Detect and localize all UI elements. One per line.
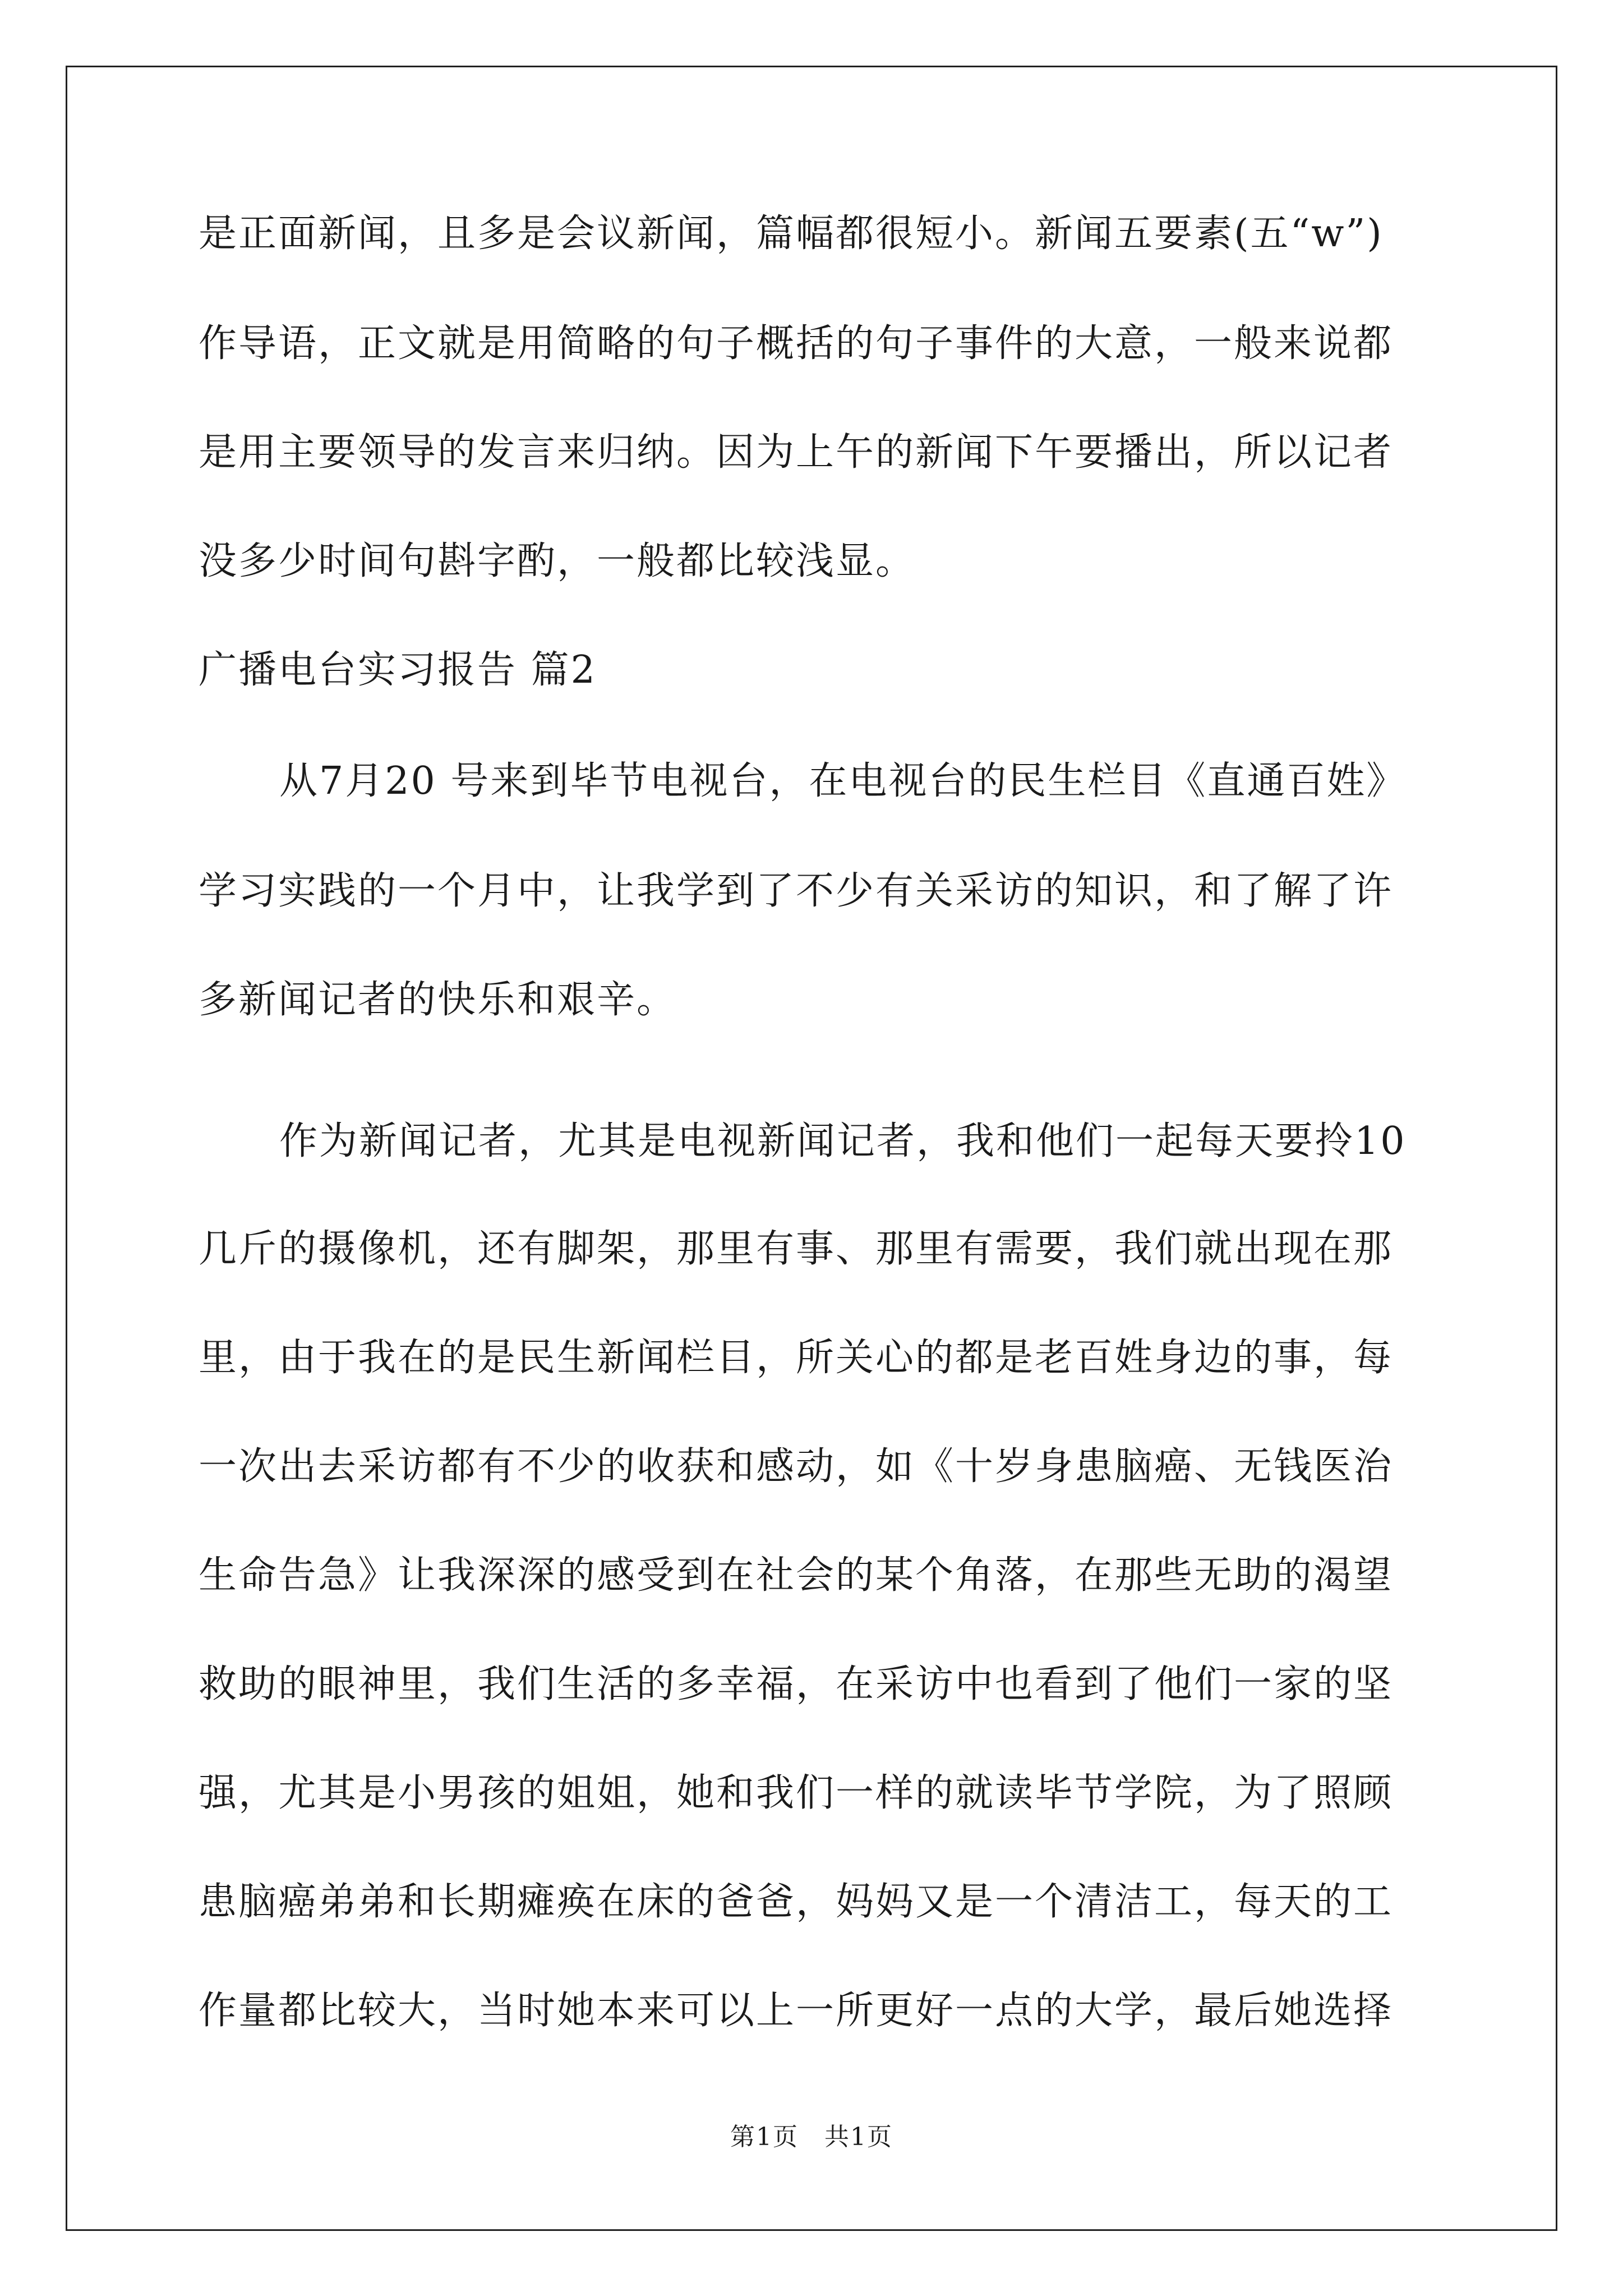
text-line: 是正面新闻，且多是会议新闻，篇幅都很短小。新闻五要素(五“w”) xyxy=(199,211,1384,256)
text-line: 从7月20 号来到毕节电视台，在电视台的民生栏目《直通百姓》 xyxy=(279,759,1407,803)
text-line: 里，由于我在的是民生新闻栏目，所关心的都是老百姓身边的事，每 xyxy=(199,1336,1394,1380)
text-line: 作导语，正文就是用简略的句子概括的句子事件的大意，一般来说都 xyxy=(199,321,1394,366)
text-line: 强，尤其是小男孩的姐姐，她和我们一样的就读毕节学院，为了照顾 xyxy=(199,1771,1394,1815)
text-line: 多新闻记者的快乐和艰辛。 xyxy=(199,978,677,1022)
text-line: 作量都比较大，当时她本来可以上一所更好一点的大学，最后她选择 xyxy=(199,1989,1394,2033)
text-line: 学习实践的一个月中，让我学到了不少有关采访的知识，和了解了许 xyxy=(199,869,1394,913)
text-line: 作为新闻记者，尤其是电视新闻记者，我和他们一起每天要拎10 xyxy=(279,1119,1407,1163)
text-line: 生命告急》让我深深的感受到在社会的某个角落，在那些无助的渴望 xyxy=(199,1553,1394,1598)
text-line: 救助的眼神里，我们生活的多幸福，在采访中也看到了他们一家的坚 xyxy=(199,1662,1394,1706)
text-line: 是用主要领导的发言来归纳。因为上午的新闻下午要播出，所以记者 xyxy=(199,430,1394,475)
section-heading: 广播电台实习报告 篇2 xyxy=(199,648,597,692)
text-line: 几斤的摄像机，还有脚架，那里有事、那里有需要，我们就出现在那 xyxy=(199,1227,1394,1271)
text-line: 一次出去采访都有不少的收获和感动，如《十岁身患脑癌、无钱医治 xyxy=(199,1444,1394,1489)
text-line: 患脑癌弟弟和长期瘫痪在床的爸爸，妈妈又是一个清洁工，每天的工 xyxy=(199,1880,1394,1924)
text-line: 没多少时间句斟字酌，一般都比较浅显。 xyxy=(199,539,916,583)
page-number: 第1页 共1页 xyxy=(730,2123,893,2151)
